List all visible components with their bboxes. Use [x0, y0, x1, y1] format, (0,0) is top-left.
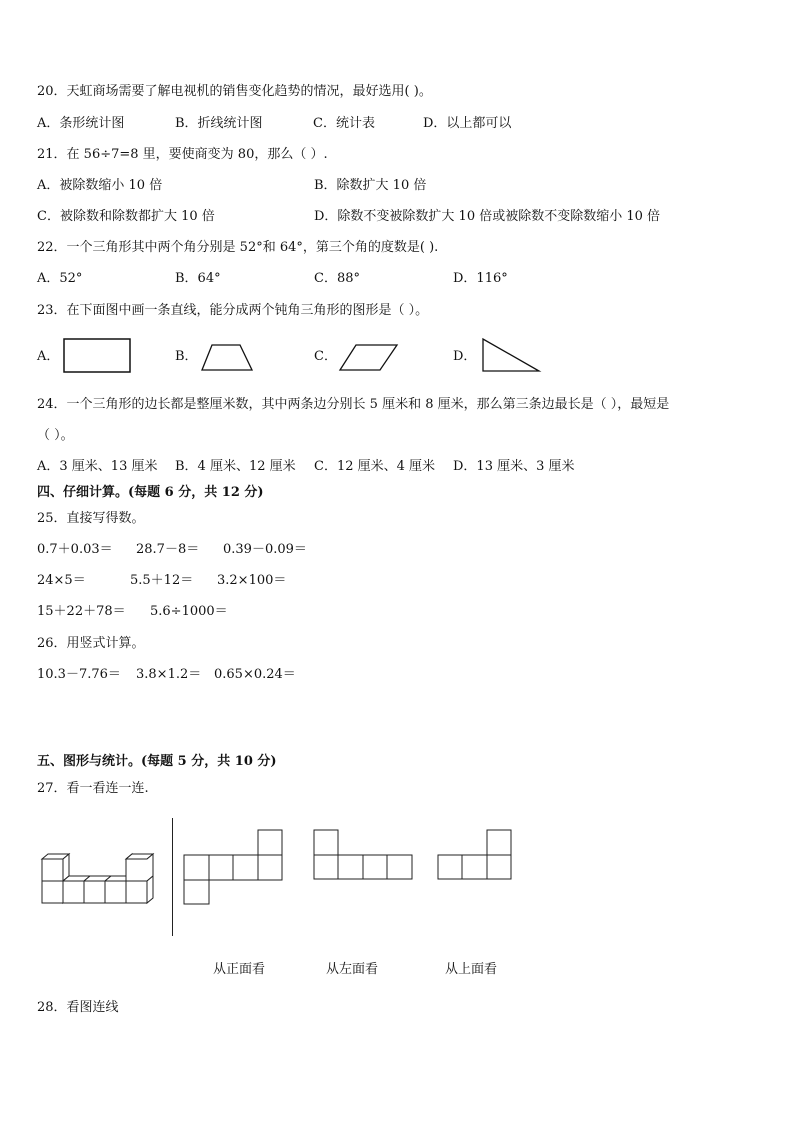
q20-option-a: A．条形统计图	[37, 116, 125, 131]
q21-option-d: D．除数不变被除数扩大 10 倍或被除数不变除数缩小 10 倍	[314, 209, 661, 224]
q21-option-b: B．除数扩大 10 倍	[314, 178, 427, 193]
right-triangle-shape	[480, 336, 542, 374]
q23-option-d: D．	[453, 349, 477, 364]
q24-option-a: A．3 厘米、13 厘米	[37, 459, 158, 474]
q24-stem-continued: （ ）。	[37, 428, 74, 443]
view-figure-2	[312, 828, 414, 882]
vertical-divider	[172, 818, 173, 936]
q25-expr-3: 0.39－0.09＝	[223, 542, 307, 557]
q25-expr-8: 5.6÷1000＝	[150, 604, 228, 619]
q20-option-d: D．以上都可以	[423, 116, 512, 131]
cube-stack-figure	[40, 852, 160, 908]
q27-stem: 27．看一看连一连.	[37, 781, 149, 796]
q26-expr-2: 3.8×1.2＝	[136, 667, 202, 682]
q21-stem: 21．在 56÷7=8 里，要使商变为 80，那么（ ）.	[37, 147, 328, 162]
view-figure-1	[182, 828, 284, 906]
q20-option-c: C．统计表	[313, 116, 375, 131]
view-figure-3	[436, 828, 514, 882]
rectangle-shape	[62, 337, 134, 375]
parallelogram-shape	[338, 343, 400, 373]
q25-expr-6: 3.2×100＝	[217, 573, 287, 588]
q24-option-c: C．12 厘米、4 厘米	[314, 459, 436, 474]
q28-stem: 28．看图连线	[37, 1000, 119, 1015]
q23-option-a: A．	[37, 349, 60, 364]
q25-expr-7: 15＋22＋78＝	[37, 604, 126, 619]
q26-stem: 26．用竖式计算。	[37, 636, 145, 651]
q23-option-b: B．	[175, 349, 198, 364]
q25-expr-5: 5.5＋12＝	[130, 573, 194, 588]
q22-stem: 22．一个三角形其中两个角分别是 52°和 64°，第三个角的度数是( ).	[37, 240, 439, 255]
q24-stem: 24．一个三角形的边长都是整厘米数，其中两条边分别长 5 厘米和 8 厘米，那么第三条边最长是（ ），最短是	[37, 397, 670, 412]
label-top-view: 从上面看	[445, 962, 498, 977]
trapezoid-shape	[200, 343, 256, 373]
q21-option-c: C．被除数和除数都扩大 10 倍	[37, 209, 215, 224]
label-front-view: 从正面看	[213, 962, 266, 977]
label-left-view: 从左面看	[326, 962, 379, 977]
q24-option-b: B．4 厘米、12 厘米	[175, 459, 296, 474]
q25-expr-2: 28.7－8＝	[136, 542, 200, 557]
q20-stem: 20．天虹商场需要了解电视机的销售变化趋势的情况，最好选用( )。	[37, 84, 432, 99]
q25-expr-1: 0.7＋0.03＝	[37, 542, 113, 557]
q25-stem: 25．直接写得数。	[37, 511, 145, 526]
q22-option-b: B．64°	[175, 271, 221, 286]
q25-expr-4: 24×5＝	[37, 573, 86, 588]
q23-option-c: C．	[314, 349, 337, 364]
section-5-title: 五、图形与统计。(每题 5 分，共 10 分)	[37, 754, 277, 769]
q26-expr-3: 0.65×0.24＝	[214, 667, 296, 682]
q21-option-a: A．被除数缩小 10 倍	[37, 178, 163, 193]
q26-expr-1: 10.3－7.76＝	[37, 667, 121, 682]
q23-stem: 23．在下面图中画一条直线，能分成两个钝角三角形的图形是（ ）。	[37, 303, 429, 318]
q20-option-b: B．折线统计图	[175, 116, 263, 131]
q22-option-a: A．52°	[37, 271, 83, 286]
q22-option-d: D．116°	[453, 271, 508, 286]
q22-option-c: C．88°	[314, 271, 360, 286]
q24-option-d: D．13 厘米、3 厘米	[453, 459, 575, 474]
section-4-title: 四、仔细计算。(每题 6 分，共 12 分)	[37, 485, 264, 500]
